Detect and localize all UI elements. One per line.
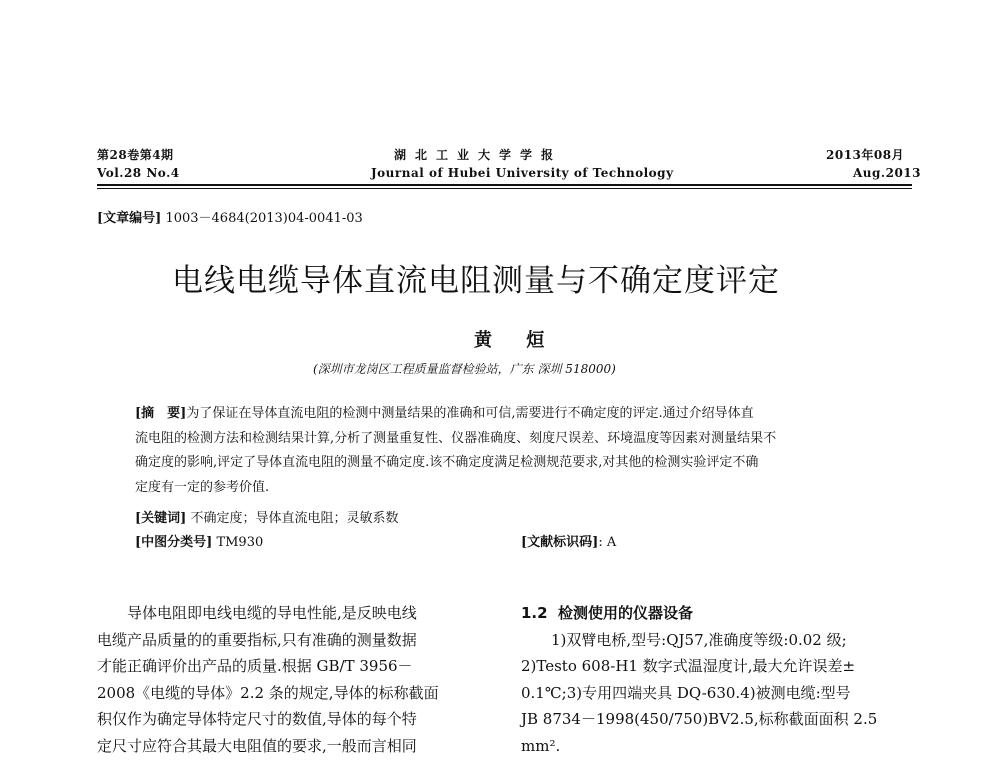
header-journal-en: Journal of Hubei University of Technology [371, 166, 674, 180]
body-left-line-1: 导体电阻即电线电缆的导电性能,是反映电线 [127, 604, 417, 622]
header-rule-thin [97, 188, 912, 189]
doc-code-label: [文献标识码] [521, 535, 599, 550]
article-id-value: 1003－4684(2013)04-0041-03 [165, 211, 363, 226]
article-id [97, 207, 363, 226]
keywords-label: [关键词] [135, 511, 187, 526]
abstract-line-2: 流电阻的检测方法和检测结果计算,分析了测量重复性、仪器准确度、刻度尺误差、环境温度等因素对测量结果不 [135, 430, 777, 446]
body-left-line-3: 才能正确评价出产品的质量.根据 GB/T 3956－ [97, 657, 413, 675]
body-right-column [521, 600, 913, 759]
section-number: 1.2 [521, 604, 548, 622]
author-name: 黄 烜 [474, 330, 559, 351]
page-title: 电线电缆导体直流电阻测量与不确定度评定 [172, 263, 780, 299]
doc-code [521, 531, 616, 550]
header-rule-thick [97, 184, 912, 186]
keywords-value: 不确定度；导体直流电阻；灵敏系数 [190, 511, 399, 526]
body-left-line-5: 积仅作为确定导体特定尺寸的数值,导体的每个特 [97, 710, 417, 728]
body-left-line-2: 电缆产品质量的的重要指标,只有准确的测量数据 [97, 630, 417, 649]
keywords [135, 507, 398, 526]
abstract-label: [摘 要] [135, 406, 187, 421]
abstract-line-1: [摘 要]为了保证在导体直流电阻的检测中测量结果的准确和可信,需要进行不确定度的评定.通过介绍导体直 [135, 406, 754, 421]
body-right-line-1: 1)双臂电桥,型号:QJ57,准确度等级:0.02 级; [551, 630, 847, 649]
doc-code-value: : A [598, 535, 617, 550]
section-heading [521, 600, 913, 627]
clc-value: TM930 [216, 535, 264, 550]
abstract-line-4: 定度有一定的参考价值. [135, 480, 270, 496]
abstract-line-3: 确定度的影响,评定了导体直流电阻的测量不确定度.该不确定度满足检测规范要求,对其他的检测实验评定不确 [135, 455, 759, 471]
body-right-line-4: JB 8734－1998(450/750)BV2.5,标称截面面积 2.5 [521, 710, 878, 728]
clc-label: [中图分类号] [135, 535, 213, 550]
abstract [135, 402, 776, 501]
header-journal-cn: 湖北工业大学学报 [394, 148, 563, 162]
body-left-column [97, 600, 487, 759]
body-right-line-3: 0.1℃;3)专用四端夹具 DQ-630.4)被测电缆:型号 [521, 683, 851, 702]
body-left-line-6: 定尺寸应符合其最大电阻值的要求,一般而言相同 [97, 736, 417, 755]
body-right-line-5: mm². [521, 736, 561, 755]
author-affiliation: (深圳市龙岗区工程质量监督检验站，广东 深圳 518000) [313, 362, 616, 376]
header-volume-cn: 第28卷第4期 [97, 148, 174, 162]
section-title: 检测使用的仪器设备 [558, 604, 694, 622]
body-left-line-4: 2008《电缆的导体》2.2 条的规定,导体的标称截面 [97, 683, 439, 702]
clc-number [135, 531, 263, 550]
header-volume-en: Vol.28 No.4 [97, 166, 180, 180]
article-id-label: [文章编号] [97, 211, 162, 226]
header-date-cn: 2013年08月 [826, 148, 905, 162]
body-right-line-2: 2)Testo 608-H1 数字式温湿度计,最大允许误差± [521, 657, 856, 675]
header-date-en: Aug.2013 [853, 166, 922, 180]
